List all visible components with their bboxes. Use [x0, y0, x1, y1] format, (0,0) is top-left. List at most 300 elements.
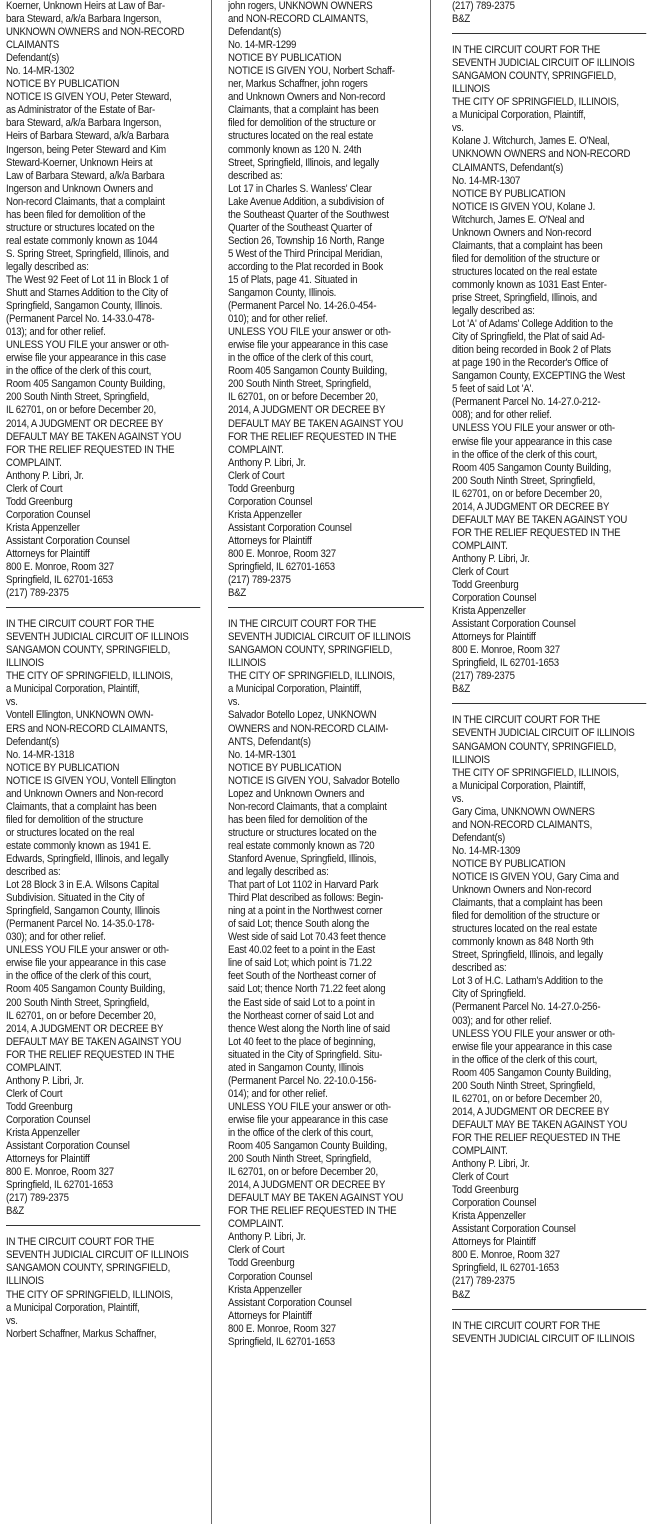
notice-line: Quarter of the Southeast Quarter of: [228, 221, 372, 234]
notice-line: Defendant(s): [228, 26, 282, 39]
notice-line: Ingerson and Unknown Owners and: [6, 182, 153, 195]
notice-line: Non-record Claimants, that a complaint: [228, 800, 387, 813]
notice-line: SEVENTH JUDICIAL CIRCUIT OF ILLINOIS: [452, 57, 635, 70]
notice-line: vs.: [6, 1314, 18, 1327]
notice-line: Lot 28 Block 3 in E.A. Wilsons Capital: [6, 879, 159, 892]
notice-line: UNLESS YOU FILE your answer or oth-: [228, 326, 391, 339]
notice-line: COMPLAINT.: [228, 1218, 284, 1231]
notice-line: legally described as:: [452, 305, 535, 318]
notice-line: in the office of the clerk of this court,: [452, 448, 598, 461]
notice-line: Kolane J. Witchurch, James E. O'Neal,: [452, 135, 610, 148]
notice-separator: [228, 607, 424, 608]
notice-line: Lot 40 feet to the place of beginning,: [228, 1035, 376, 1048]
notice-line: IN THE CIRCUIT COURT FOR THE: [6, 1236, 155, 1249]
notice-separator: [452, 1309, 646, 1310]
notice-line: (Permanent Parcel No. 14-35.0-178-: [6, 918, 155, 931]
notice-line: Krista Appenzeller: [6, 521, 80, 534]
column-3: [452, 0, 646, 1524]
notice-line: a Municipal Corporation, Plaintiff,: [6, 683, 140, 696]
notice-line: Springfield, Sangamon County, Illinois: [6, 905, 160, 918]
notice-line: Springfield, IL 62701-1653: [6, 574, 113, 587]
notice-line: Corporation Counsel: [228, 495, 313, 508]
notice-line: (Permanent Parcel No. 14-26.0-454-: [228, 300, 377, 313]
notice-line: Gary Cima, UNKNOWN OWNERS: [452, 805, 595, 818]
notice-line: Todd Greenburg: [6, 495, 73, 508]
notice-line: (Permanent Parcel No. 22-10.0-156-: [228, 1074, 377, 1087]
notice-line: filed for demolition of the structure or: [452, 252, 600, 265]
notice-line: ILLINOIS: [6, 1275, 44, 1288]
notice-line: COMPLAINT.: [452, 539, 508, 552]
notice-line: THE CITY OF SPRINGFIELD, ILLINOIS,: [228, 670, 395, 683]
notice-line: 200 South Ninth Street, Springfield,: [452, 474, 596, 487]
notice-line: vs.: [6, 696, 18, 709]
notice-line: SANGAMON COUNTY, SPRINGFIELD,: [6, 644, 171, 657]
notice-line: ning at a point in the Northwest corner: [228, 905, 383, 918]
notice-line: OWNERS and NON-RECORD CLAIM-: [228, 722, 389, 735]
legal-notice: [452, 0, 646, 26]
notice-line: UNKNOWN OWNERS and NON-RECORD: [6, 26, 185, 39]
notice-line: (217) 789-2375: [452, 0, 515, 12]
notice-line: 2014, A JUDGMENT OR DECREE BY: [452, 1105, 610, 1118]
notice-line: Corporation Counsel: [228, 1270, 313, 1283]
notice-line: 200 South Ninth Street, Springfield,: [228, 1153, 372, 1166]
notice-line: Street, Springfield, Illinois, and legally: [228, 156, 379, 169]
notice-line: NOTICE BY PUBLICATION: [6, 761, 120, 774]
notice-line: IN THE CIRCUIT COURT FOR THE: [228, 618, 377, 631]
notice-line: legally described as:: [6, 260, 89, 273]
notice-line: filed for demolition of the structure or: [452, 910, 600, 923]
notice-line: Subdivision. Situated in the City of: [6, 892, 145, 905]
notice-line: (Permanent Parcel No. 14-33.0-478-: [6, 313, 155, 326]
notice-line: real estate commonly known as 1044: [6, 234, 158, 247]
notice-line: FOR THE RELIEF REQUESTED IN THE: [228, 1205, 397, 1218]
notice-line: erwise file your appearance in this case: [452, 1040, 612, 1053]
notice-line: FOR THE RELIEF REQUESTED IN THE: [452, 1131, 621, 1144]
notice-separator: [6, 607, 200, 608]
notice-line: Steward-Koerner, Unknown Heirs at: [6, 156, 153, 169]
notice-line: Assistant Corporation Counsel: [228, 521, 352, 534]
notice-line: Corporation Counsel: [6, 508, 91, 521]
notice-line: thence West along the North line of said: [228, 1022, 390, 1035]
notice-line: UNLESS YOU FILE your answer or oth-: [452, 1027, 615, 1040]
notice-line: 013); and for other relief.: [6, 326, 106, 339]
notice-line: Defendant(s): [6, 735, 60, 748]
notice-line: Corporation Counsel: [452, 592, 537, 605]
notice-line: Claimants, that a complaint has been: [452, 239, 603, 252]
notice-line: NOTICE BY PUBLICATION: [452, 187, 566, 200]
notice-line: UNKNOWN OWNERS and NON-RECORD: [452, 148, 631, 161]
notice-line: line of said Lot; which point is 71.22: [228, 957, 372, 970]
notice-line: Street, Springfield, Illinois, and legally: [452, 949, 603, 962]
notice-line: No. 14-MR-1309: [452, 844, 521, 857]
notice-line: City of Springfield, the Plat of said Ad-: [452, 331, 605, 344]
notice-line: according to the Plat recorded in Book: [228, 260, 383, 273]
notice-line: FOR THE RELIEF REQUESTED IN THE: [6, 1048, 175, 1061]
notice-line: erwise file your appearance in this case: [6, 957, 166, 970]
notice-line: a Municipal Corporation, Plaintiff,: [228, 683, 362, 696]
notice-line: NOTICE IS GIVEN YOU, Kolane J.: [452, 200, 596, 213]
notice-line: dition being recorded in Book 2 of Plats: [452, 344, 611, 357]
notice-line: SEVENTH JUDICIAL CIRCUIT OF ILLINOIS: [6, 631, 189, 644]
notice-line: described as:: [6, 866, 61, 879]
notice-line: and legally described as:: [228, 866, 329, 879]
notice-line: 800 E. Monroe, Room 327: [452, 1249, 560, 1262]
notice-line: structures located on the real estate: [228, 130, 374, 143]
notice-line: Clerk of Court: [452, 1171, 509, 1184]
notice-line: NOTICE IS GIVEN YOU, Gary Cima and: [452, 871, 619, 883]
notice-line: erwise file your appearance in this case: [6, 352, 166, 365]
notice-line: 003); and for other relief.: [452, 1014, 552, 1027]
notice-line: UNLESS YOU FILE your answer or oth-: [452, 422, 615, 435]
column-2: [228, 0, 424, 1524]
notice-line: a Municipal Corporation, Plaintiff,: [6, 1301, 140, 1314]
notice-line: FOR THE RELIEF REQUESTED IN THE: [6, 443, 175, 456]
notice-line: COMPLAINT.: [6, 1061, 62, 1074]
notice-line: in the office of the clerk of this court,: [6, 365, 152, 378]
notice-line: said Lot; thence North 71.22 feet along: [228, 983, 386, 996]
notice-line: NOTICE BY PUBLICATION: [6, 78, 120, 91]
notice-line: and Unknown Owners and Non-record: [228, 91, 386, 104]
notice-line: Room 405 Sangamon County Building,: [6, 378, 166, 391]
notice-line: feet South of the Northeast corner of: [228, 970, 376, 983]
notice-line: Assistant Corporation Counsel: [228, 1296, 352, 1309]
notice-line: Sangamon County, Illinois.: [228, 287, 337, 300]
notice-line: vs.: [452, 792, 464, 805]
notice-line: commonly known as 120 N. 24th: [228, 143, 362, 156]
notice-line: Witchurch, James E. O'Neal and: [452, 213, 585, 226]
notice-line: ILLINOIS: [6, 657, 44, 670]
notice-line: Section 26, Township 16 North, Range: [228, 234, 385, 247]
notice-line: Krista Appenzeller: [228, 1283, 302, 1296]
notice-line: SEVENTH JUDICIAL CIRCUIT OF ILLINOIS: [452, 1332, 635, 1345]
notice-line: Anthony P. Libri, Jr.: [452, 1158, 530, 1171]
notice-line: Norbert Schaffner, Markus Schaffner,: [6, 1327, 157, 1340]
legal-notice: [228, 618, 424, 1349]
notice-line: NOTICE IS GIVEN YOU, Vontell Ellington: [6, 774, 176, 787]
notice-line: 014); and for other relief.: [228, 1087, 328, 1100]
notice-line: IL 62701, on or before December 20,: [6, 1009, 156, 1022]
notice-line: (Permanent Parcel No. 14-27.0-212-: [452, 396, 601, 409]
notice-line: COMPLAINT.: [452, 1144, 508, 1157]
notice-line: 800 E. Monroe, Room 327: [6, 1166, 114, 1179]
legal-notice: [452, 1320, 646, 1346]
notice-line: Assistant Corporation Counsel: [6, 534, 130, 547]
notice-line: Lot 3 of H.C. Latham's Addition to the: [452, 975, 603, 988]
notice-line: Vontell Ellington, UNKNOWN OWN-: [6, 709, 154, 722]
notice-line: Todd Greenburg: [228, 1257, 295, 1270]
notice-line: THE CITY OF SPRINGFIELD, ILLINOIS,: [6, 1288, 173, 1301]
notice-line: Springfield, IL 62701-1653: [228, 1335, 335, 1348]
notice-line: Sangamon County, EXCEPTING the West: [452, 370, 625, 383]
notice-line: Clerk of Court: [452, 565, 509, 578]
notice-line: vs.: [228, 696, 240, 709]
notice-line: 2014, A JUDGMENT OR DECREE BY: [6, 417, 164, 430]
notice-line: 2014, A JUDGMENT OR DECREE BY: [228, 404, 386, 417]
notice-line: described as:: [228, 169, 283, 182]
notice-line: (217) 789-2375: [6, 1192, 69, 1205]
notice-line: B&Z: [6, 1205, 25, 1218]
notice-line: Corporation Counsel: [452, 1197, 537, 1210]
notice-line: and NON-RECORD CLAIMANTS,: [452, 818, 593, 831]
notice-line: FOR THE RELIEF REQUESTED IN THE: [452, 526, 621, 539]
notice-line: B&Z: [228, 587, 247, 600]
notice-line: real estate commonly known as 720: [228, 839, 375, 852]
notice-line: DEFAULT MAY BE TAKEN AGAINST YOU: [6, 430, 182, 443]
notice-line: B&Z: [452, 683, 471, 696]
notice-line: structure or structures located on the: [6, 221, 155, 234]
notice-line: Attorneys for Plaintiff: [6, 1153, 90, 1166]
notice-line: IN THE CIRCUIT COURT FOR THE: [452, 1319, 601, 1332]
notice-line: Clerk of Court: [228, 469, 285, 482]
notice-line: NOTICE BY PUBLICATION: [228, 52, 342, 65]
notice-line: filed for demolition of the structure: [6, 813, 143, 826]
notice-separator: [6, 1225, 200, 1226]
notice-line: B&Z: [452, 13, 471, 26]
notice-line: West side of said Lot 70.43 feet thence: [228, 931, 386, 944]
notice-line: Attorneys for Plaintiff: [228, 1309, 312, 1322]
notice-line: Anthony P. Libri, Jr.: [228, 1231, 306, 1244]
legal-notice: [6, 618, 200, 1218]
notice-line: ILLINOIS: [228, 657, 266, 670]
notice-line: No. 14-MR-1302: [6, 65, 75, 78]
notice-line: 800 E. Monroe, Room 327: [6, 561, 114, 574]
notice-line: Attorneys for Plaintiff: [228, 534, 312, 547]
notice-line: john rogers, UNKNOWN OWNERS: [228, 0, 373, 12]
notice-line: THE CITY OF SPRINGFIELD, ILLINOIS,: [6, 670, 173, 683]
notice-line: 200 South Ninth Street, Springfield,: [6, 996, 150, 1009]
notice-line: a Municipal Corporation, Plaintiff,: [452, 779, 586, 792]
notice-line: NOTICE BY PUBLICATION: [228, 761, 342, 774]
notice-line: 200 South Ninth Street, Springfield,: [6, 391, 150, 404]
notice-line: filed for demolition of the structure or: [228, 117, 376, 130]
notice-line: 800 E. Monroe, Room 327: [228, 547, 336, 560]
notice-line: UNLESS YOU FILE your answer or oth-: [6, 339, 169, 352]
notice-line: 800 E. Monroe, Room 327: [452, 644, 560, 657]
notice-line: SANGAMON COUNTY, SPRINGFIELD,: [452, 740, 617, 753]
notice-line: of said Lot; thence South along the: [228, 918, 370, 931]
column-1: [6, 0, 200, 1524]
notice-line: SANGAMON COUNTY, SPRINGFIELD,: [228, 644, 393, 657]
column-divider: [211, 0, 212, 1524]
notice-line: Anthony P. Libri, Jr.: [228, 456, 306, 469]
notice-line: vs.: [452, 122, 464, 135]
notice-line: SANGAMON COUNTY, SPRINGFIELD,: [452, 70, 617, 83]
notice-line: S. Spring Street, Springfield, Illinois, and: [6, 247, 169, 260]
notice-line: That part of Lot 1102 in Harvard Park: [228, 879, 379, 892]
notice-line: ERS and NON-RECORD CLAIMANTS,: [6, 722, 168, 735]
notice-line: Room 405 Sangamon County Building,: [452, 461, 612, 474]
notice-line: commonly known as 848 North 9th: [452, 936, 594, 949]
notice-line: NOTICE IS GIVEN YOU, Salvador Botello: [228, 774, 400, 787]
notice-line: (217) 789-2375: [6, 587, 69, 600]
notice-line: THE CITY OF SPRINGFIELD, ILLINOIS,: [452, 766, 619, 779]
legal-notice: [6, 0, 200, 600]
notice-line: IN THE CIRCUIT COURT FOR THE: [452, 44, 601, 57]
notice-line: Unknown Owners and Non-record: [452, 226, 592, 239]
notice-line: erwise file your appearance in this case: [452, 435, 612, 448]
notice-line: Lot 'A' of Adams' College Addition to the: [452, 318, 613, 331]
notice-line: SEVENTH JUDICIAL CIRCUIT OF ILLINOIS: [6, 1249, 189, 1262]
notice-line: prise Street, Springfield, Illinois, and: [452, 291, 597, 304]
notice-line: Clerk of Court: [6, 1087, 63, 1100]
notice-line: Third Plat described as follows: Begin-: [228, 892, 384, 905]
notice-line: Room 405 Sangamon County Building,: [6, 983, 166, 996]
notice-line: in the office of the clerk of this court,: [228, 352, 374, 365]
notice-line: 200 South Ninth Street, Springfield,: [228, 378, 372, 391]
notice-line: UNLESS YOU FILE your answer or oth-: [6, 944, 169, 957]
notice-line: Anthony P. Libri, Jr.: [6, 1074, 84, 1087]
notice-line: Springfield, IL 62701-1653: [228, 561, 335, 574]
notice-line: Lot 17 in Charles S. Wanless' Clear: [228, 182, 372, 195]
notice-line: Claimants, that a complaint has been: [452, 897, 603, 910]
notice-line: NOTICE IS GIVEN YOU, Peter Steward,: [6, 91, 172, 104]
notice-line: Springfield, IL 62701-1653: [6, 1179, 113, 1192]
notice-line: IL 62701, on or before December 20,: [452, 487, 602, 500]
notice-line: in the office of the clerk of this court,: [228, 1126, 374, 1139]
notice-line: in the office of the clerk of this court,: [6, 970, 152, 983]
notice-line: No. 14-MR-1318: [6, 748, 75, 761]
notice-line: ner, Markus Schaffner, john rogers: [228, 78, 368, 91]
notice-line: The West 92 Feet of Lot 11 in Block 1 of: [6, 273, 169, 286]
notice-line: a Municipal Corporation, Plaintiff,: [452, 109, 586, 122]
notice-line: 5 West of the Third Principal Meridian,: [228, 247, 383, 260]
notice-line: 800 E. Monroe, Room 327: [228, 1322, 336, 1335]
notice-line: 200 South Ninth Street, Springfield,: [452, 1079, 596, 1092]
notice-line: DEFAULT MAY BE TAKEN AGAINST YOU: [228, 1192, 404, 1205]
notice-line: (217) 789-2375: [452, 1275, 515, 1288]
notice-line: CLAIMANTS: [6, 39, 60, 52]
notice-line: Assistant Corporation Counsel: [6, 1140, 130, 1153]
notice-line: erwise file your appearance in this case: [228, 339, 388, 352]
notice-line: Todd Greenburg: [452, 579, 519, 592]
notice-line: erwise file your appearance in this case: [228, 1113, 388, 1126]
notice-line: Unknown Owners and Non-record: [452, 884, 592, 897]
notice-line: UNLESS YOU FILE your answer or oth-: [228, 1100, 391, 1113]
notice-line: Springfield, Sangamon County, Illinois.: [6, 300, 163, 313]
notice-line: Heirs of Barbara Steward, a/k/a Barbara: [6, 130, 169, 143]
legal-notice: [452, 714, 646, 1301]
notice-line: the Northeast corner of said Lot and: [228, 1009, 374, 1022]
notice-line: Room 405 Sangamon County Building,: [452, 1066, 612, 1079]
notice-line: Attorneys for Plaintiff: [6, 547, 90, 560]
notice-line: East 40.02 feet to a point in the East: [228, 944, 375, 957]
notice-line: bara Steward, a/k/a Barbara Ingerson,: [6, 13, 162, 26]
notice-line: the Southeast Quarter of the Southwest: [228, 208, 389, 221]
notice-line: structures located on the real estate: [452, 265, 598, 278]
notice-line: Attorneys for Plaintiff: [452, 1236, 536, 1249]
notice-line: Salvador Botello Lopez, UNKNOWN: [228, 709, 377, 722]
notice-line: (217) 789-2375: [228, 574, 291, 587]
notice-line: CLAIMANTS, Defendant(s): [452, 161, 564, 174]
notice-line: structures located on the real estate: [452, 923, 598, 936]
notice-line: Stanford Avenue, Springfield, Illinois,: [228, 853, 377, 865]
notice-line: Anthony P. Libri, Jr.: [452, 552, 530, 565]
notice-line: has been filed for demolition of the: [6, 208, 146, 221]
notice-line: IL 62701, on or before December 20,: [228, 391, 378, 404]
notice-separator: [452, 33, 646, 34]
notice-line: described as:: [452, 962, 507, 975]
notice-line: Krista Appenzeller: [6, 1126, 80, 1139]
notice-line: IL 62701, on or before December 20,: [228, 1166, 378, 1179]
notice-line: Corporation Counsel: [6, 1113, 91, 1126]
notice-line: Krista Appenzeller: [452, 605, 526, 618]
notice-line: Law of Barbara Steward, a/k/a Barbara: [6, 169, 165, 182]
notice-line: Springfield, IL 62701-1653: [452, 1262, 559, 1275]
legal-notice: [452, 44, 646, 696]
notice-line: IL 62701, on or before December 20,: [452, 1092, 602, 1105]
notice-line: DEFAULT MAY BE TAKEN AGAINST YOU: [452, 513, 628, 526]
notice-line: ILLINOIS: [452, 83, 490, 96]
notice-line: Todd Greenburg: [452, 1184, 519, 1197]
notice-line: THE CITY OF SPRINGFIELD, ILLINOIS,: [452, 96, 619, 109]
notice-line: 008); and for other relief.: [452, 409, 552, 422]
notice-line: DEFAULT MAY BE TAKEN AGAINST YOU: [452, 1118, 628, 1131]
notice-line: 2014, A JUDGMENT OR DECREE BY: [228, 1179, 386, 1192]
notice-line: in the office of the clerk of this court,: [452, 1053, 598, 1066]
notice-line: No. 14-MR-1301: [228, 748, 297, 761]
notice-line: Claimants, that a complaint has been: [228, 104, 379, 117]
notice-line: Lopez and Unknown Owners and: [228, 787, 365, 800]
notice-line: Clerk of Court: [6, 482, 63, 495]
notice-line: IN THE CIRCUIT COURT FOR THE: [452, 714, 601, 727]
notice-line: 2014, A JUDGMENT OR DECREE BY: [6, 1022, 164, 1035]
notice-line: FOR THE RELIEF REQUESTED IN THE: [228, 430, 397, 443]
notice-line: ated in Sangamon County, Illinois: [228, 1061, 364, 1074]
notice-line: Todd Greenburg: [6, 1100, 73, 1113]
notice-line: SEVENTH JUDICIAL CIRCUIT OF ILLINOIS: [452, 727, 635, 740]
notice-line: bara Steward, a/k/a Barbara Ingerson,: [6, 117, 162, 130]
notice-line: IL 62701, on or before December 20,: [6, 404, 156, 417]
notice-line: Edwards, Springfield, Illinois, and legally: [6, 853, 169, 865]
notice-line: has been filed for demolition of the: [228, 813, 368, 826]
notice-line: Room 405 Sangamon County Building,: [228, 1140, 388, 1153]
notice-line: 030); and for other relief.: [6, 931, 106, 944]
notice-line: Ingerson, being Peter Steward and Kim: [6, 143, 166, 156]
notice-line: (217) 789-2375: [452, 670, 515, 683]
notice-line: Krista Appenzeller: [452, 1210, 526, 1223]
legal-notice: [6, 1236, 200, 1340]
notice-line: NOTICE BY PUBLICATION: [452, 857, 566, 870]
legal-notice: [228, 0, 424, 600]
notice-line: ILLINOIS: [452, 753, 490, 766]
notice-line: estate commonly known as 1941 E.: [6, 839, 152, 852]
notice-line: Assistant Corporation Counsel: [452, 618, 576, 631]
notice-line: City of Springfield.: [452, 988, 526, 1001]
notice-line: Lake Avenue Addition, a subdivision of: [228, 195, 384, 208]
notice-line: 15 of Plats, page 41. Situated in: [228, 273, 358, 286]
notice-line: Claimants, that a complaint has been: [6, 800, 157, 813]
notice-line: Koerner, Unknown Heirs at Law of Bar-: [6, 0, 165, 12]
notice-line: Room 405 Sangamon County Building,: [228, 365, 388, 378]
column-divider: [430, 0, 431, 1524]
notice-line: Clerk of Court: [228, 1244, 285, 1257]
notice-line: at page 190 in the Recorder's Office of: [452, 357, 608, 370]
notice-line: DEFAULT MAY BE TAKEN AGAINST YOU: [228, 417, 404, 430]
notice-line: SEVENTH JUDICIAL CIRCUIT OF ILLINOIS: [228, 631, 411, 644]
notice-line: and NON-RECORD CLAIMANTS,: [228, 13, 369, 26]
notice-line: Anthony P. Libri, Jr.: [6, 469, 84, 482]
notice-line: as Administrator of the Estate of Bar-: [6, 104, 156, 117]
notice-line: Attorneys for Plaintiff: [452, 631, 536, 644]
notice-line: Springfield, IL 62701-1653: [452, 657, 559, 670]
notice-line: B&Z: [452, 1288, 471, 1301]
notice-line: SANGAMON COUNTY, SPRINGFIELD,: [6, 1262, 171, 1275]
notice-line: or structures located on the real: [6, 826, 135, 839]
notice-separator: [452, 703, 646, 704]
notice-line: Krista Appenzeller: [228, 508, 302, 521]
notice-line: and Unknown Owners and Non-record: [6, 787, 164, 800]
notice-line: situated in the City of Springfield. Situ-: [228, 1048, 383, 1061]
